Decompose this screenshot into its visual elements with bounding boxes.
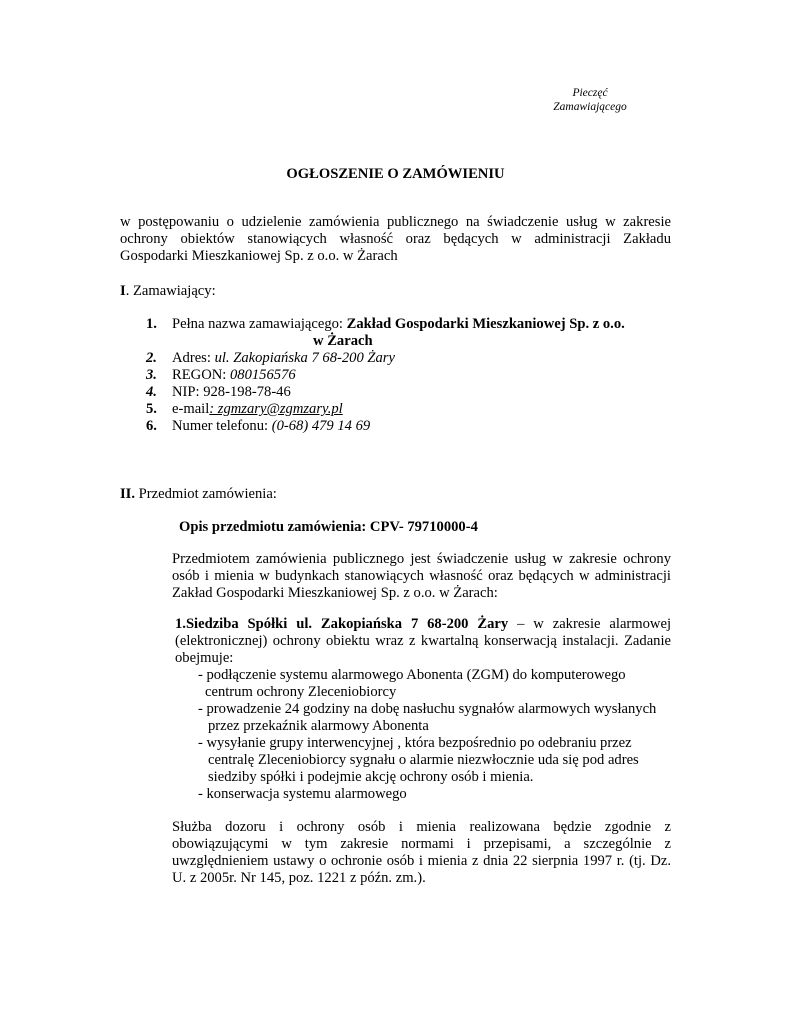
task-2-line-a: - prowadzenie 24 godziny na dobę nasłuchu sygnałów alarmowych wysłanych	[198, 701, 657, 717]
legal-line-1: Służba dozoru i ochrony osób i mienia realizowana będzie zgodnie z	[172, 819, 671, 835]
intro-line-1: w postępowaniu o udzielenie zamówienia publicznego na świadczenie usług w zakresie	[120, 214, 671, 230]
section-2-roman: II.	[120, 486, 136, 502]
site-paragraph	[175, 616, 671, 667]
contracting-list-item-4	[146, 384, 291, 401]
site-line-1-rest: – w zakresie alarmowej	[508, 616, 672, 632]
intro-line-2: ochrony obiektów stanowiących własność oraz będących w administracji Zakładu	[120, 231, 671, 247]
stamp-line-1: Pieczęć	[572, 87, 608, 99]
email-link[interactable]: : zgmzary@zgmzary.pl	[209, 401, 343, 417]
section-2-label: Przedmiot zamówienia:	[135, 486, 277, 502]
site-address: 1.Siedziba Spółki ul. Zakopiańska 7 68-200 Żary	[175, 616, 509, 632]
contracting-list-item-3	[146, 367, 296, 384]
task-3-line-c: siedziby spółki i podejmie akcję ochrony osób i mienia.	[208, 769, 534, 785]
task-4: - konserwacja systemu alarmowego	[198, 786, 407, 802]
item-label: Numer telefonu:	[172, 418, 272, 434]
item-label: REGON:	[172, 367, 230, 383]
legal-line-4: U. z 2005r. Nr 145, poz. 1221 z późn. zm.).	[172, 870, 426, 886]
item-number: 3.	[146, 367, 157, 383]
item-number: 6.	[146, 418, 157, 434]
subject-line-2: osób i mienia w budynkach stanowiących własność oraz będących w administracji	[172, 568, 671, 584]
item-label: Pełna nazwa zamawiającego:	[172, 316, 347, 332]
subject-paragraph	[172, 551, 671, 602]
item-number: 2.	[146, 350, 157, 366]
item-number: 1.	[146, 316, 157, 332]
section-2-heading	[120, 486, 277, 503]
item-label: NIP: 928-198-78-46	[172, 384, 291, 400]
subject-subtitle: Opis przedmiotu zamówienia: CPV- 79710000-4	[179, 519, 478, 535]
item-value: Zakład Gospodarki Mieszkaniowej Sp. z o.o.	[346, 316, 625, 332]
site-line-1	[175, 616, 671, 633]
site-line-2: (elektronicznej) ochrony obiektu wraz z kwartalną konserwacją instalacji. Zadanie	[175, 633, 671, 649]
section-1-heading	[120, 283, 216, 300]
section-1-label: . Zamawiający:	[125, 283, 216, 299]
task-3-line-b: centralę Zleceniobiorcy sygnału o alarmie niezwłocznie uda się pod adres	[208, 752, 639, 768]
task-3-line-a: - wysyłanie grupy interwencyjnej , która bezpośrednio po odebraniu przez	[198, 735, 632, 751]
item-label: e-mail	[172, 401, 210, 417]
item-number: 5.	[146, 401, 157, 417]
contracting-name-continuation: w Żarach	[313, 333, 373, 349]
stamp-caption	[549, 86, 631, 114]
document-title: OGŁOSZENIE O ZAMÓWIENIU	[286, 166, 505, 182]
contracting-list-item-1	[146, 316, 625, 333]
subject-line-3: Zakład Gospodarki Mieszkaniowej Sp. z o.o. w Żarach:	[172, 585, 498, 601]
item-value: 080156576	[229, 367, 296, 383]
contracting-list-item-6	[146, 418, 370, 435]
item-label: Adres:	[172, 350, 215, 366]
task-1-line-b: centrum ochrony Zleceniobiorcy	[205, 684, 397, 700]
item-value: ul. Zakopiańska 7 68-200 Żary	[214, 350, 395, 366]
task-2-line-b: przez przekaźnik alarmowy Abonenta	[208, 718, 429, 734]
contracting-list-item-5	[146, 401, 343, 418]
legal-paragraph	[172, 819, 671, 887]
intro-line-3: Gospodarki Mieszkaniowej Sp. z o.o. w Żarach	[120, 248, 398, 264]
section-1-roman: I	[120, 283, 126, 299]
stamp-line-2: Zamawiającego	[553, 101, 627, 113]
item-number: 4.	[146, 384, 157, 400]
contracting-list-item-2	[146, 350, 395, 367]
legal-line-3: uwzględnieniem ustawy o ochronie osób i mienia z dnia 22 sierpnia 1997 r. (tj. Dz.	[172, 853, 671, 869]
subject-line-1: Przedmiotem zamówienia publicznego jest świadczenie usług w zakresie ochrony	[172, 551, 671, 567]
intro-paragraph	[120, 214, 671, 265]
item-value: (0-68) 479 14 69	[271, 418, 371, 434]
site-line-3: obejmuje:	[175, 650, 234, 666]
task-1-line-a: - podłączenie systemu alarmowego Abonenta (ZGM) do komputerowego	[198, 667, 626, 683]
legal-line-2: obowiązującymi w tym zakresie normami i przepisami, a szczególnie z	[172, 836, 671, 852]
